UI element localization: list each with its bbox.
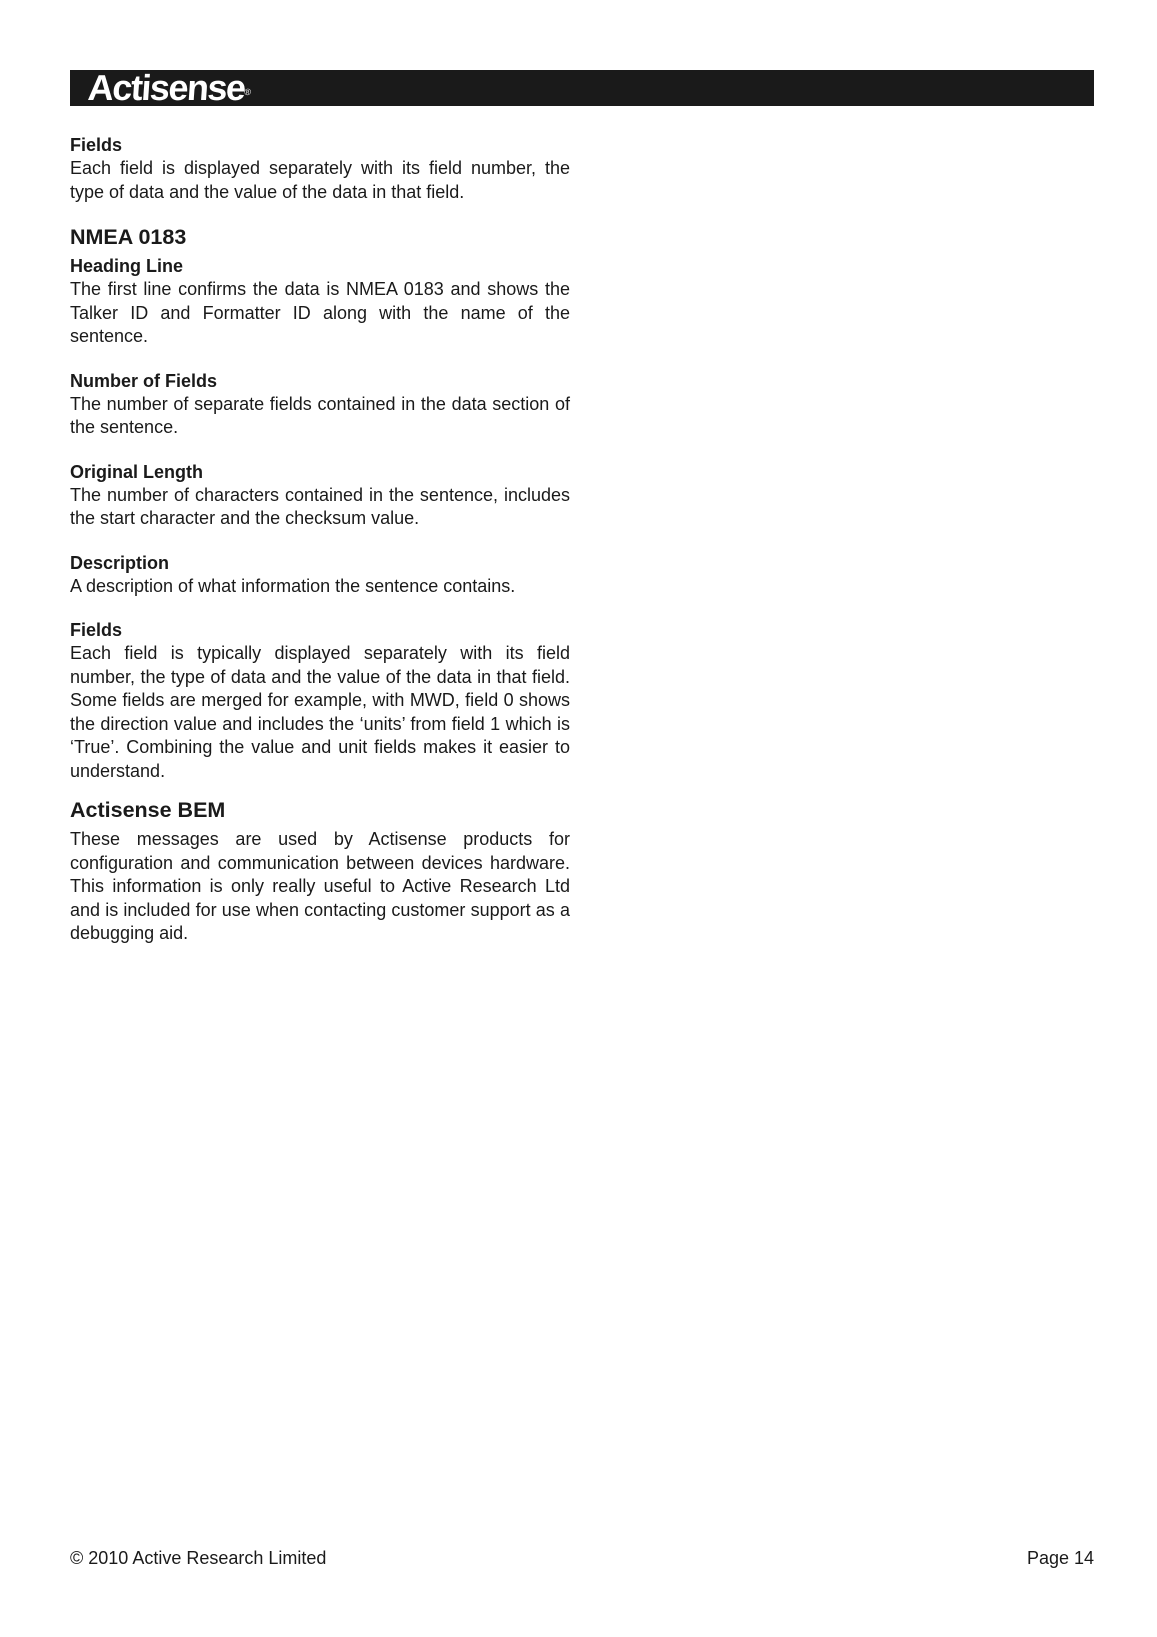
paragraph-heading-line: The first line confirms the data is NMEA 0183 and shows the Talker ID and Formatter ID along with the name of the sentence.	[70, 279, 570, 346]
paragraph-description: A description of what information the sentence contains.	[70, 575, 516, 596]
header-bar	[70, 67, 1094, 108]
subheading-fields-nmea: Fields	[70, 620, 123, 640]
actisense-logo	[86, 67, 253, 108]
subheading-heading-line: Heading Line	[70, 256, 184, 276]
paragraph-fields-intro: Each field is displayed separately with its field number, the type of data and the value of the data in that field.	[70, 158, 570, 202]
paragraph-actisense-bem: These messages are used by Actisense products for configuration and communication between devices hardware. This information is only really useful to Active Research Ltd and is included for use when contacting customer support as a debugging aid.	[70, 829, 570, 943]
paragraph-fields-nmea: Each field is typically displayed separately with its field number, the type of data and the value of the data in that field. Some fields are merged for example, with MWD, field 0 shows the direction value and includes the ‘units’ from field 1 which is ‘True’. Combining the value and unit fields makes it easier to understand.	[70, 643, 570, 781]
footer-copyright: © 2010 Active Research Limited	[70, 1548, 327, 1568]
section-title-actisense-bem: Actisense BEM	[70, 798, 226, 822]
section-title-nmea-0183: NMEA 0183	[70, 225, 187, 249]
logo-text: Actisense	[86, 67, 247, 108]
paragraph-number-of-fields: The number of separate fields contained in the data section of the sentence.	[70, 393, 570, 437]
paragraph-original-length: The number of characters contained in the sentence, includes the start character and the checksum value.	[70, 484, 570, 528]
registered-mark: ®	[243, 87, 252, 97]
page-content	[70, 134, 570, 946]
footer-page-number: Page 14	[1026, 1548, 1094, 1568]
subheading-original-length: Original Length	[70, 461, 203, 482]
subheading-number-of-fields: Number of Fields	[70, 370, 218, 391]
subheading-description: Description	[70, 552, 170, 573]
subheading-fields: Fields	[70, 135, 123, 155]
